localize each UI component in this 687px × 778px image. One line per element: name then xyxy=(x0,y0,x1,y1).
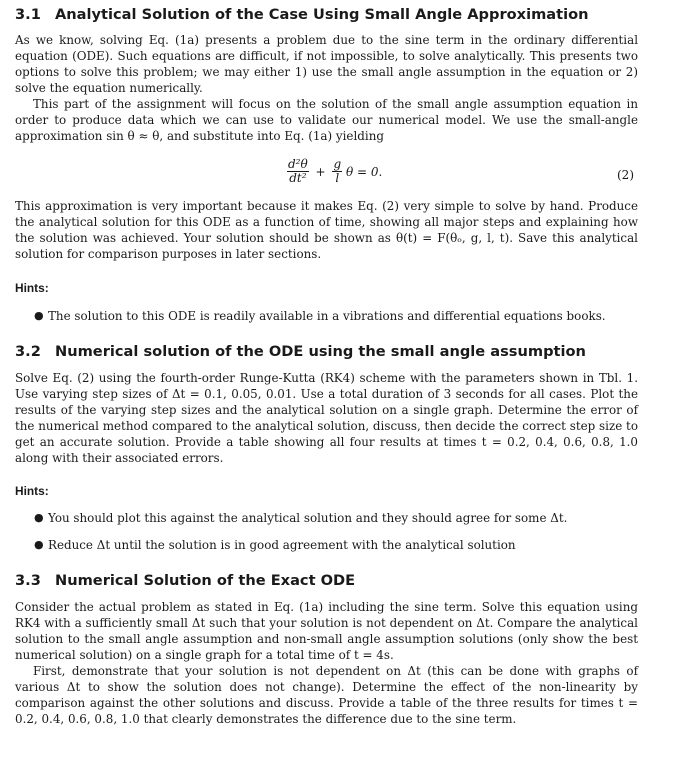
list-item: ● You should plot this against the analytical solution and they should agree for some Δt. xyxy=(34,511,568,525)
section-3-1-para-3: This approximation is very important because it makes Eq. (2) very simple to solve by hand. Produce the analytical solution for this ODE as a function of time, showing all major steps and explaining how the solution was achieved. Your solution should be shown as θ(t) = F(θₒ, g, l, t). Save this analytical solution for comparison purposes in later sections. xyxy=(15,199,638,261)
bullet-icon: ● xyxy=(34,309,44,322)
bullet-icon: ● xyxy=(34,538,44,551)
bullet-icon: ● xyxy=(34,511,44,524)
section-3-3-para-2: First, demonstrate that your solution is not dependent on Δt (this can be done with graphs of various Δt to show the solution does not change). Determine the effect of the non-linearity by comparison against the other solutions and discuss. Provide a table of the three results for times t = 0.2, 0.4, 0.6, 0.8, 1.0 that clearly demonstrates the difference due to the sine term. xyxy=(15,664,638,726)
section-number: 3.2 xyxy=(15,343,41,360)
hints-list xyxy=(15,308,638,324)
section-3-2-heading xyxy=(15,343,586,361)
list-item: ● The solution to this ODE is readily available in a vibrations and differential equations books. xyxy=(34,309,606,323)
section-title: Numerical Solution of the Exact ODE xyxy=(55,572,356,589)
section-number: 3.3 xyxy=(15,572,41,589)
section-3-1-para-1: As we know, solving Eq. (1a) presents a problem due to the sine term in the ordinary differential equation (ODE). Such equations are difficult, if not impossible, to solve analytically. This presents two options to solve this problem; we may either 1) use the small angle assumption in the equation or 2) solve the equation numerically. xyxy=(15,33,638,95)
section-3-1-heading xyxy=(15,6,589,24)
section-title: Numerical solution of the ODE using the small angle assumption xyxy=(55,343,586,360)
equation-2: $\frac{\text{d²θ}}{\text{dt²}}$ + $\frac{g}{l}$ θ = 0. (2) xyxy=(288,157,634,185)
hints-list xyxy=(15,510,638,553)
second-derivative-fraction: $\frac{\text{d²θ}}{\text{dt²}}$ xyxy=(288,157,308,185)
equation-number: (2) xyxy=(617,168,634,182)
section-3-1-para-2: This part of the assignment will focus on the solution of the small angle assumption equation in order to produce data which we can use to validate our numerical model. We use the small-angle approximation sin θ ≈ θ, and substitute into Eq. (1a) yielding xyxy=(15,97,638,143)
list-item: ● Reduce Δt until the solution is in good agreement with the analytical solution xyxy=(34,538,516,552)
section-3-2-para-1: Solve Eq. (2) using the fourth-order Runge-Kutta (RK4) scheme with the parameters shown in Tbl. 1. Use varying step sizes of Δt = 0.1, 0.05, 0.01. Use a total duration of 3 seconds for all cases. Plot the results of the varying step sizes and the analytical solution on a single graph. Determine the error of the numerical method compared to the analytical solution, discuss, then decide the correct step size to get an accurate solution. Provide a table showing all four results at times t = 0.2, 0.4, 0.6, 0.8, 1.0 along with their associated errors. xyxy=(15,371,638,465)
g-over-l-fraction: $\frac{g}{l}$ xyxy=(333,157,342,185)
section-3-3-para-1: Consider the actual problem as stated in Eq. (1a) including the sine term. Solve this equation using RK4 with a sufficiently small Δt such that your solution is not dependent on Δt. Compare the analytical solution to the small angle assumption and non-small angle assumption solutions (only show the best numerical solution) on a single graph for a total time of t = 4s. xyxy=(15,600,638,662)
section-number: 3.1 xyxy=(15,6,41,23)
section-3-3-heading xyxy=(15,572,355,590)
hints-label: Hints: xyxy=(15,281,49,295)
section-title: Analytical Solution of the Case Using Small Angle Approximation xyxy=(55,6,589,23)
hints-label: Hints: xyxy=(15,484,49,498)
